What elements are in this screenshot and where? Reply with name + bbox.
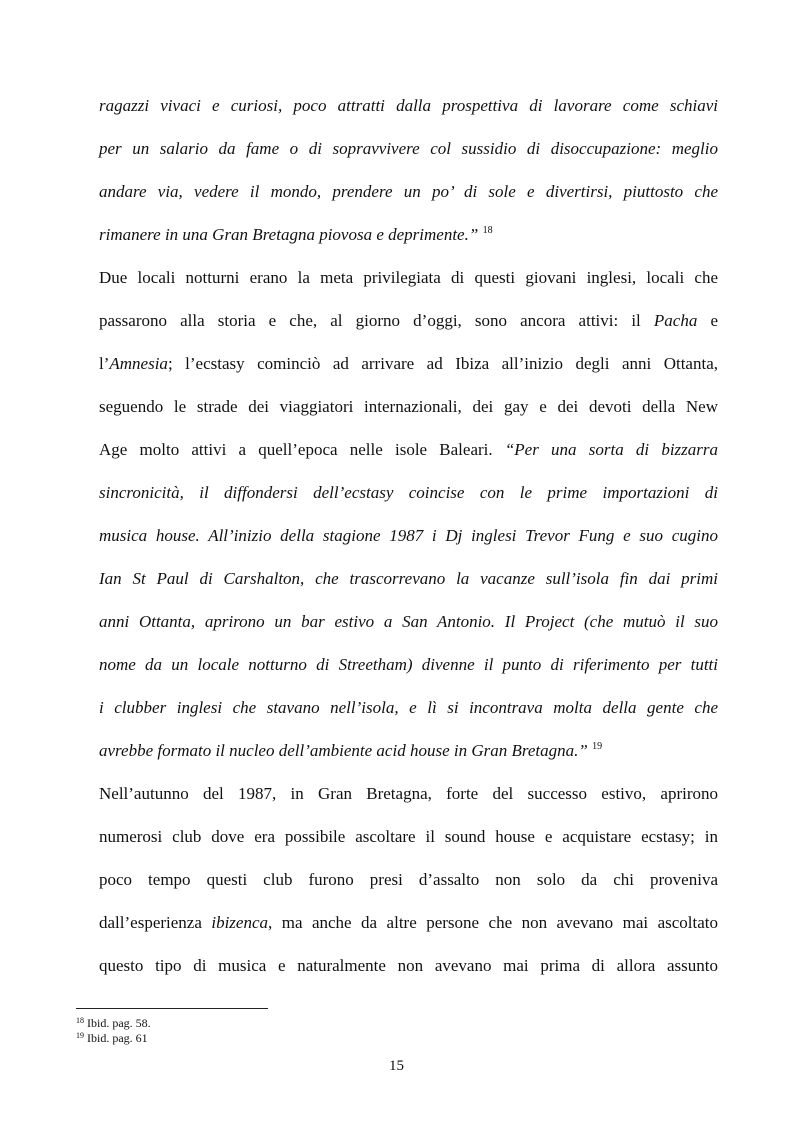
body-text-line: nome da un locale notturno di Streetham) divenne il punto di riferimento per tutti: [99, 655, 718, 674]
body-text-line: poco tempo questi club furono presi d’assalto non solo da chi proveniva: [99, 870, 718, 889]
footnote-ref[interactable]: 18: [482, 225, 493, 236]
body-text-line: [99, 311, 718, 331]
body-text: Age molto attivi a quell’epoca nelle isole Baleari.: [99, 440, 493, 459]
footnote-ref[interactable]: 19: [592, 741, 603, 752]
body-text: , ma anche da altre persone che non avevano mai ascoltato: [268, 913, 719, 932]
body-text-line: numerosi club dove era possibile ascoltare il sound house e acquistare ecstasy; in: [99, 827, 718, 846]
footnote-divider: [76, 1008, 268, 1009]
body-text-line: [99, 913, 718, 933]
body-text-line: [99, 225, 718, 245]
body-text: ; l’ecstasy cominciò ad arrivare ad Ibiza all’inizio degli anni Ottanta,: [167, 354, 718, 373]
body-text-line: musica house. All’inizio della stagione 1987 i Dj inglesi Trevor Fung e suo cugino: [99, 526, 718, 545]
body-text-line: [99, 741, 718, 761]
body-text-line: per un salario da fame o di sopravvivere col sussidio di disoccupazione: meglio: [99, 139, 718, 158]
body-text-line: i clubber inglesi che stavano nell’isola, e lì si incontrava molta della gente che: [99, 698, 718, 717]
body-text-line: sincronicità, il diffondersi dell’ecstasy coincise con le prime importazioni di: [99, 483, 718, 502]
body-text-line: anni Ottanta, aprirono un bar estivo a San Antonio. Il Project (che mutuò il suo: [99, 612, 718, 631]
body-text: passarono alla storia e che, al giorno d’oggi, sono ancora attivi: il: [99, 311, 641, 330]
footnote-text: Ibid. pag. 58.: [87, 1016, 151, 1030]
body-text: dall’esperienza: [99, 913, 202, 932]
body-text-line: [99, 440, 718, 460]
body-text-line: Ian St Paul di Carshalton, che trascorrevano la vacanze sull’isola fin dai primi: [99, 569, 718, 588]
emphasis-text: ibizenca: [211, 913, 269, 932]
venue-name: Pacha: [653, 311, 698, 330]
body-text-line: questo tipo di musica e naturalmente non avevano mai prima di allora assunto: [99, 956, 718, 975]
body-text-line: Nell’autunno del 1987, in Gran Bretagna, forte del successo estivo, aprirono: [99, 784, 718, 803]
body-text: e: [710, 311, 719, 330]
quote-text: rimanere in una Gran Bretagna piovosa e deprimente.”: [99, 225, 479, 244]
venue-name: Amnesia: [109, 354, 168, 373]
footnote: [76, 1016, 151, 1030]
body-text-line: seguendo le strade dei viaggiatori internazionali, dei gay e dei devoti della New: [99, 397, 718, 416]
body-text: l’: [99, 354, 110, 373]
footnote-number: 19: [76, 1031, 84, 1040]
footnote-text: Ibid. pag. 61: [87, 1031, 148, 1045]
footnote: [76, 1031, 148, 1045]
body-text-line: andare via, vedere il mondo, prendere un po’ di sole e divertirsi, piuttosto che: [99, 182, 718, 201]
body-text-line: ragazzi vivaci e curiosi, poco attratti dalla prospettiva di lavorare come schiavi: [99, 96, 718, 115]
page-number: 15: [389, 1058, 404, 1074]
body-text-line: Due locali notturni erano la meta privilegiata di questi giovani inglesi, locali che: [99, 268, 718, 287]
quote-text: avrebbe formato il nucleo dell’ambiente acid house in Gran Bretagna.”: [99, 741, 588, 760]
body-text-line: [99, 354, 718, 374]
quote-text: “Per una sorta di bizzarra: [504, 440, 718, 459]
footnote-number: 18: [76, 1016, 84, 1025]
